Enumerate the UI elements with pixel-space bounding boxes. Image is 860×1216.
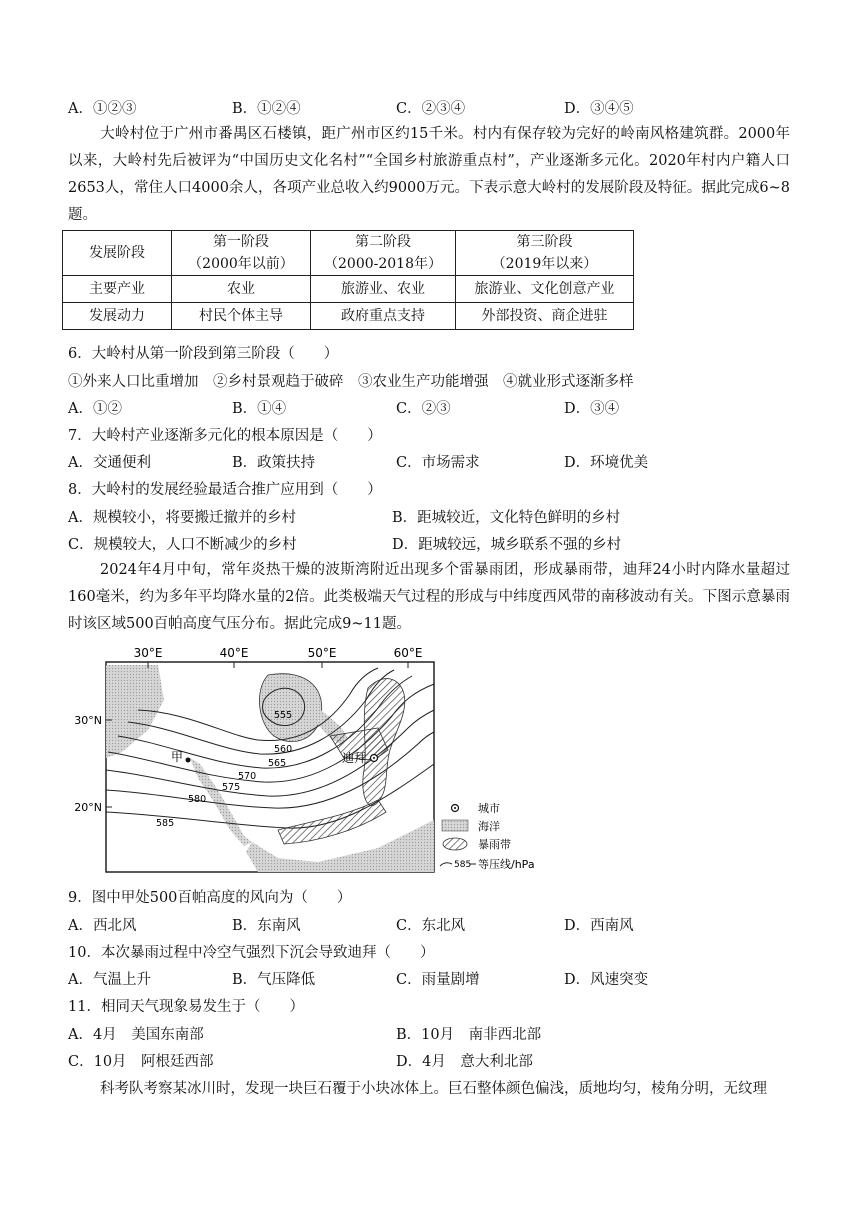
q7-stem: 7．大岭村产业逐渐多元化的根本原因是（ ）	[68, 428, 382, 444]
lon-label: 50°E	[307, 646, 337, 660]
q6-option-d: D．③④	[564, 401, 620, 417]
isobar-label: 575	[222, 782, 241, 793]
table-header-cell	[172, 231, 311, 276]
q8-option-b: B．距城较近，文化特色鲜明的乡村	[392, 510, 621, 526]
q5-option-d: D．③④⑤	[564, 101, 634, 117]
q6-option-c: C．②③	[396, 401, 451, 417]
lon-label: 40°E	[219, 646, 249, 660]
table-header-cell	[456, 231, 634, 276]
table-header-cell	[311, 231, 456, 276]
isobar-label: 585	[156, 818, 175, 829]
legend-city: 城市	[478, 802, 500, 815]
lon-label: 30°E	[133, 646, 163, 660]
passage-dubai-storm-text: 2024年4月中旬，常年炎热干燥的波斯湾附近出现多个雷暴雨团，形成暴雨带，迪拜24小时内降水量超过160毫米，约为多年平均降水量的2倍。此类极端天气过程的形成与中纬度西风带的南移波动有关。下图示意暴雨时该区域500百帕高度气压分布。据此完成9~11题。	[68, 562, 790, 632]
stage-name: 第一阶段	[213, 234, 269, 250]
table-header-cell: 发展阶段	[63, 231, 172, 276]
q7-option-a: A．交通便利	[68, 455, 151, 471]
q6-statements: ①外来人口比重增加 ②乡村景观趋于破碎 ③农业生产功能增强 ④就业形式逐渐多样	[68, 374, 634, 390]
q9-option-a: A．西北风	[68, 918, 137, 934]
table-row	[63, 276, 634, 303]
lat-label: 30°N	[74, 714, 102, 727]
q7-option-c: C．市场需求	[396, 455, 480, 471]
q5-option-a: A．①②③	[68, 101, 137, 117]
passage-dubai-storm	[68, 557, 790, 638]
table-cell: 农业	[172, 276, 311, 303]
q9-stem: 9．图中甲处500百帕高度的风向为（ ）	[68, 890, 352, 906]
table-header-row	[63, 231, 634, 276]
passage-dalingcun	[68, 121, 790, 229]
q10-option-b: B．气压降低	[232, 972, 316, 988]
table-cell: 外部投资、商企进驻	[456, 303, 634, 330]
isobar-label: 555	[274, 710, 293, 721]
table-cell: 旅游业、文化创意产业	[456, 276, 634, 303]
q9-option-c: C．东北风	[396, 918, 466, 934]
jia-label: 甲	[171, 750, 184, 764]
lon-label: 60°E	[393, 646, 423, 660]
q8-stem: 8．大岭村的发展经验最适合推广应用到（ ）	[68, 482, 382, 498]
dubai-city-dot	[373, 757, 375, 759]
table-cell: 旅游业、农业	[311, 276, 456, 303]
q10-option-a: A．气温上升	[68, 972, 151, 988]
q6-option-b: B．①④	[232, 401, 287, 417]
table-cell: 村民个体主导	[172, 303, 311, 330]
legend-ocean: 海洋	[478, 820, 500, 833]
q11-option-b: B．10月 南非西北部	[396, 1027, 542, 1043]
stage-period: （2019年以来）	[491, 256, 598, 272]
q10-option-c: C．雨量剧增	[396, 972, 480, 988]
q11-stem: 11．相同天气现象易发生于（ ）	[68, 999, 304, 1015]
table-cell: 政府重点支持	[311, 303, 456, 330]
stage-period: （2000-2018年）	[324, 256, 442, 272]
isobar-label: 570	[238, 771, 257, 782]
passage-dalingcun-text: 大岭村位于广州市番禺区石楼镇，距广州市区约15千米。村内有保存较为完好的岭南风格建筑群。2000年以来，大岭村先后被评为“中国历史文化名村”“全国乡村旅游重点村”，产业逐渐多元化。2020年村内户籍人口2653人，常住人口4000余人，各项产业总收入约9000万元。下表示意大岭村的发展阶段及特征。据此完成6~8题。	[68, 126, 790, 223]
jia-point	[186, 758, 191, 763]
dubai-label: 迪拜	[342, 751, 367, 765]
isobar-label: 560	[274, 744, 293, 755]
stage-name: 第二阶段	[355, 234, 411, 250]
table-row	[63, 303, 634, 330]
development-stage-table	[62, 230, 634, 330]
q9-option-b: B．东南风	[232, 918, 301, 934]
ocean-legend-swatch	[442, 820, 468, 831]
q8-option-c: C．规模较大，人口不断减少的乡村	[68, 537, 297, 553]
legend-isobar-value: 585	[454, 860, 472, 870]
table-cell: 发展动力	[63, 303, 172, 330]
passage-glacier: 科考队考察某冰川时，发现一块巨石覆于小块冰体上。巨石整体颜色偏浅，质地均匀，棱角分明，无纹理	[100, 1081, 767, 1097]
stage-name: 第三阶段	[516, 234, 573, 250]
q8-option-d: D．距城较远，城乡联系不强的乡村	[392, 537, 622, 553]
map-legend	[440, 802, 535, 871]
q6-option-a: A．①②	[68, 401, 122, 417]
table-cell: 主要产业	[63, 276, 172, 303]
lat-label: 20°N	[74, 801, 102, 814]
legend-storm: 暴雨带	[478, 838, 511, 851]
isobar-legend-line	[440, 863, 452, 866]
q11-option-a: A．4月 美国东南部	[68, 1027, 204, 1043]
q7-option-d: D．环境优美	[564, 455, 649, 471]
q5-option-c: C．②③④	[396, 101, 466, 117]
stage-period: （2000年以前）	[188, 256, 294, 272]
q10-option-d: D．风速突变	[564, 972, 649, 988]
q8-option-a: A．规模较小，将要搬迁撤并的乡村	[68, 510, 296, 526]
q11-option-c: C．10月 阿根廷西部	[68, 1054, 214, 1070]
q9-option-d: D．西南风	[564, 918, 634, 934]
q10-stem: 10．本次暴雨过程中冷空气强烈下沉会导致迪拜（ ）	[68, 945, 435, 961]
pressure-map	[74, 640, 560, 880]
storm-legend-swatch	[443, 838, 467, 850]
q5-option-b: B．①②④	[232, 101, 301, 117]
isobar-label: 565	[268, 758, 287, 769]
city-legend-dot	[454, 807, 456, 809]
legend-isobar: 等压线/hPa	[478, 858, 535, 871]
isobar-label: 580	[188, 794, 207, 805]
q11-option-d: D．4月 意大利北部	[396, 1054, 533, 1070]
q7-option-b: B．政策扶持	[232, 455, 316, 471]
q6-stem: 6．大岭村从第一阶段到第三阶段（ ）	[68, 346, 339, 362]
